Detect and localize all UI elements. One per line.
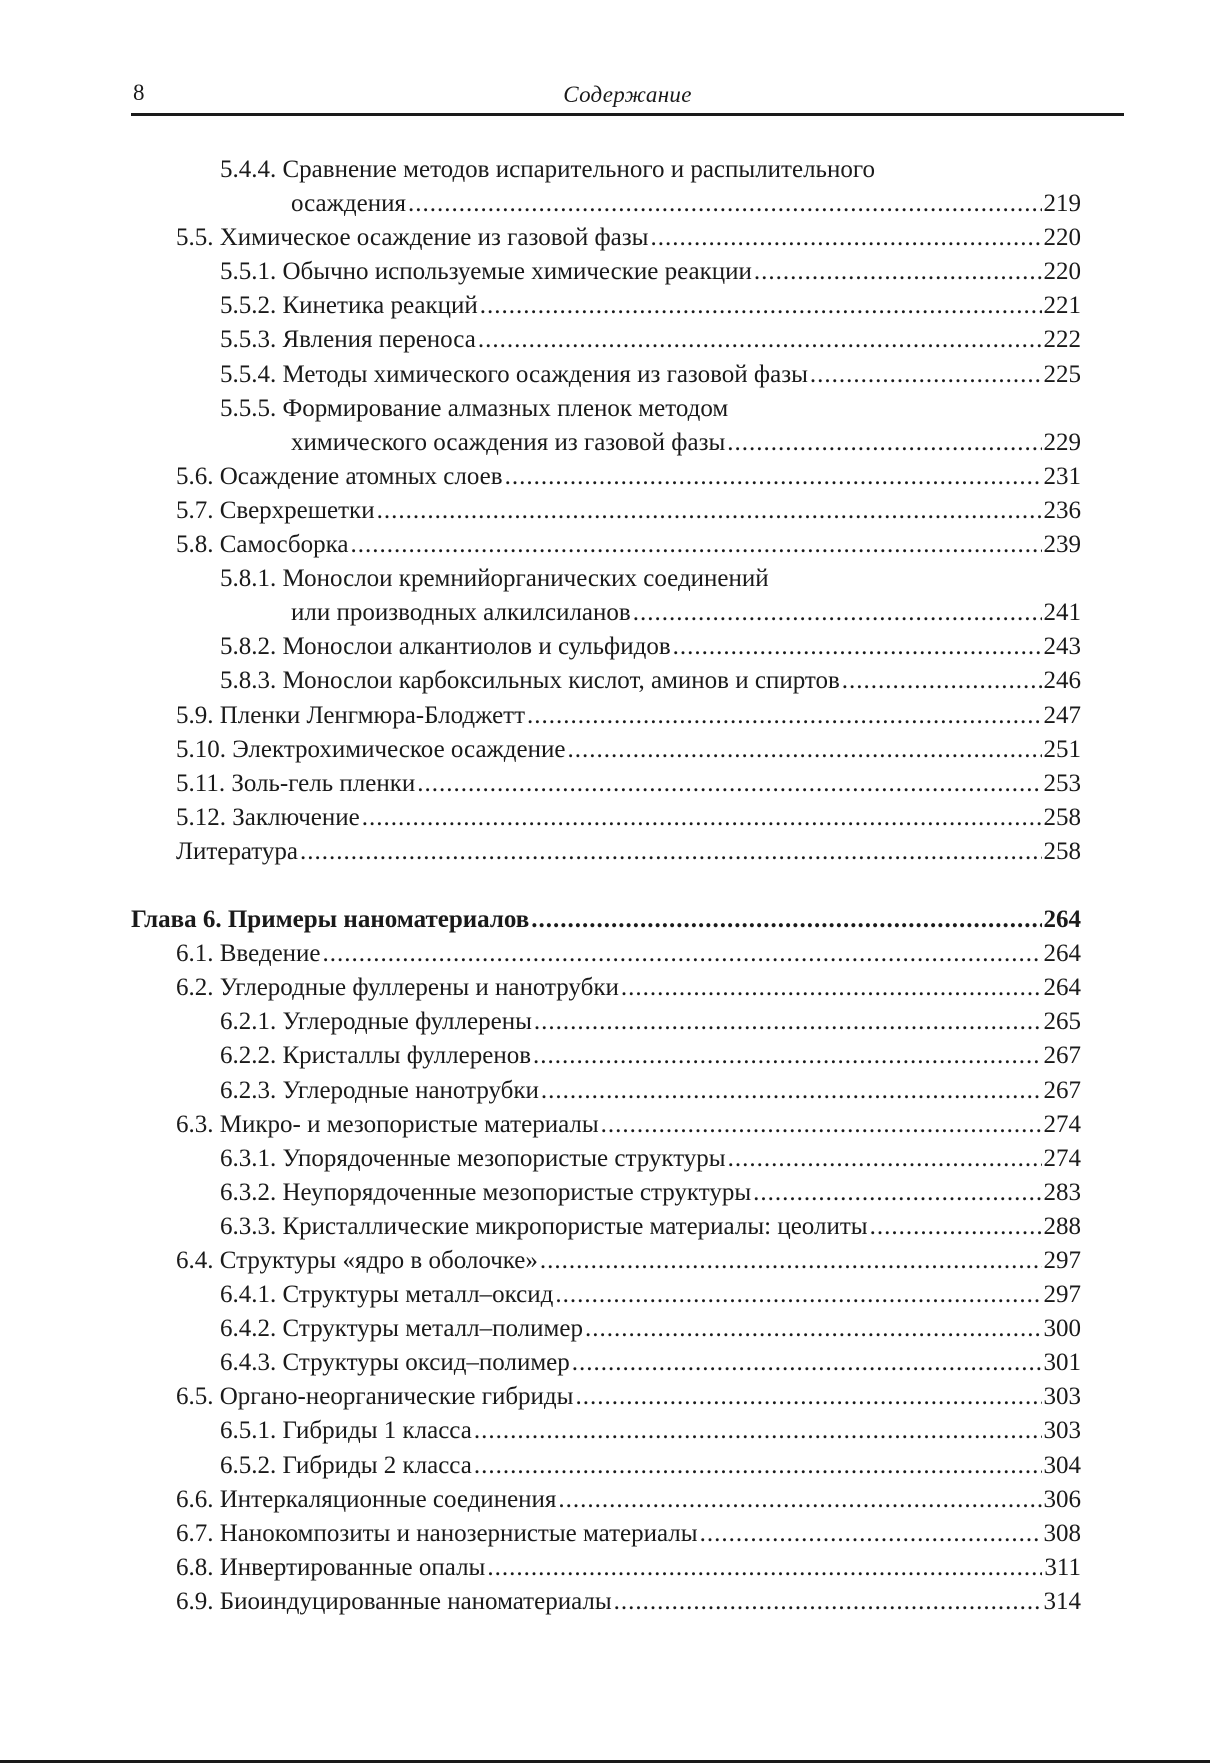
toc-entry-title: 6.4.2. Структуры металл–полимер: [220, 1315, 583, 1343]
toc-entry-page: 247: [1043, 701, 1081, 729]
toc-leader-dots: [531, 903, 1041, 937]
toc-entry: [131, 562, 1081, 596]
toc-entry: [131, 1005, 1081, 1039]
header-rule: [131, 113, 1124, 116]
toc-leader-dots: [350, 528, 1041, 562]
toc-chapter-entry: [131, 903, 1081, 937]
toc-entry: [131, 1551, 1081, 1585]
toc-entry-page: 229: [1043, 428, 1081, 456]
toc-entry: [131, 1108, 1081, 1142]
toc-leader-dots: [555, 1278, 1041, 1312]
toc-entry-title: 6.3. Микро- и мезопористые материалы: [176, 1110, 599, 1138]
toc-entry-title: 6.4. Структуры «ядро в оболочке»: [176, 1247, 538, 1274]
toc-leader-dots: [650, 221, 1041, 255]
toc-entry-title: 5.5.5. Формирование алмазных пленок методом: [220, 394, 729, 422]
toc-entry-page: 297: [1043, 1247, 1081, 1274]
toc-entry-page: 264: [1043, 974, 1081, 1002]
toc-entry-title: 5.5.4. Методы химического осаждения из газовой фазы: [220, 360, 808, 388]
toc-entry-title: 5.8.1. Монослои кремнийорганических соединений: [220, 565, 769, 593]
toc-entry-page: 239: [1043, 531, 1081, 559]
toc-entry-title: 5.5.2. Кинетика реакций: [220, 292, 478, 320]
toc-leader-dots: [362, 801, 1042, 835]
toc-entry: [131, 699, 1081, 733]
toc-entry: [131, 187, 1081, 221]
toc-leader-dots: [810, 358, 1042, 392]
toc-entry: [131, 289, 1081, 323]
toc-leader-dots: [842, 664, 1042, 698]
toc-entry-page: 253: [1043, 769, 1081, 797]
toc-leader-dots: [633, 596, 1042, 630]
toc-leader-dots: [540, 1244, 1042, 1278]
toc-entry: [131, 1278, 1081, 1312]
toc-entry-page: 274: [1043, 1144, 1081, 1172]
toc-entry-title: 5.6. Осаждение атомных слоев: [176, 462, 503, 490]
toc-entry-page: 303: [1043, 1417, 1081, 1445]
toc-leader-dots: [478, 323, 1042, 357]
toc-leader-dots: [533, 1039, 1042, 1073]
toc-entry: [131, 221, 1081, 255]
toc-entry-title: или производных алкилсиланов: [291, 599, 631, 627]
toc-leader-dots: [614, 1585, 1042, 1619]
toc-entry: [131, 1244, 1081, 1278]
toc-entry: [131, 323, 1081, 357]
toc-entry-page: 300: [1043, 1315, 1081, 1343]
toc-entry: [131, 971, 1081, 1005]
page-header: [131, 78, 1124, 116]
toc-entry: [131, 596, 1081, 630]
toc-entry-page: 311: [1044, 1553, 1081, 1581]
toc-entry-page: 243: [1043, 633, 1081, 661]
toc-leader-dots: [585, 1312, 1042, 1346]
toc-entry: [131, 1346, 1081, 1380]
toc-leader-dots: [408, 187, 1042, 221]
toc-leader-dots: [673, 630, 1042, 664]
toc-entry-page: 306: [1043, 1485, 1081, 1513]
toc-entry-page: 221: [1043, 292, 1081, 320]
toc-entry-title: 6.2.2. Кристаллы фуллеренов: [220, 1042, 531, 1070]
toc-leader-dots: [417, 767, 1041, 801]
toc-entry: [131, 1176, 1081, 1210]
toc-entry-title: 6.2. Углеродные фуллерены и нанотрубки: [176, 974, 619, 1002]
toc-entry-title: 6.9. Биоиндуцированные наноматериалы: [176, 1587, 612, 1615]
toc-entry-page: 222: [1043, 326, 1081, 354]
toc-entry-title: 6.3.3. Кристаллические микропористые материалы: цеолиты: [220, 1212, 868, 1240]
toc-leader-dots: [534, 1005, 1042, 1039]
toc-entry-page: 225: [1043, 360, 1081, 388]
toc-leader-dots: [474, 1449, 1042, 1483]
toc-entry-page: 308: [1043, 1519, 1081, 1547]
toc-entry-page: 220: [1043, 224, 1081, 252]
toc-entry: [131, 1483, 1081, 1517]
toc-leader-dots: [505, 460, 1042, 494]
toc-entry-title: 6.3.1. Упорядоченные мезопористые структуры: [220, 1144, 726, 1172]
toc-entry-title: 5.8.2. Монослои алкантиолов и сульфидов: [220, 633, 671, 661]
toc-entry: [131, 630, 1081, 664]
toc-entry-page: 258: [1043, 803, 1081, 831]
toc-leader-dots: [541, 1074, 1042, 1108]
toc-entry: [131, 1312, 1081, 1346]
toc-entry: [131, 937, 1081, 971]
toc-entry: [131, 1414, 1081, 1448]
toc-entry-page: 246: [1043, 667, 1081, 695]
toc-entry-title: 6.7. Нанокомпозиты и нанозернистые материалы: [176, 1519, 698, 1547]
toc-spacer: [131, 869, 1081, 903]
toc-entry-title: 6.1. Введение: [176, 940, 321, 968]
toc-entry: [131, 392, 1081, 426]
toc-entry-title: 6.2.1. Углеродные фуллерены: [220, 1008, 532, 1036]
toc-entry: [131, 1039, 1081, 1073]
toc-entry-title: химического осаждения из газовой фазы: [291, 428, 726, 456]
toc-entry-page: 301: [1043, 1349, 1081, 1377]
toc-entry: [131, 358, 1081, 392]
toc-entry-page: 303: [1043, 1383, 1081, 1411]
toc-entry-page: 267: [1043, 1042, 1081, 1070]
toc-leader-dots: [621, 971, 1042, 1005]
toc-entry-page: 264: [1043, 906, 1081, 934]
toc-leader-dots: [300, 835, 1042, 869]
toc-entry-title: 5.5. Химическое осаждение из газовой фазы: [176, 224, 649, 252]
toc-entry-title: 6.5.1. Гибриды 1 класса: [220, 1417, 472, 1445]
toc-entry-page: 220: [1043, 258, 1081, 286]
toc-entry-title: 6.5. Органо-неорганические гибриды: [176, 1383, 574, 1411]
toc-entry-title: 5.4.4. Сравнение методов испарительного и распылительного: [220, 156, 875, 183]
toc-entry: [131, 460, 1081, 494]
toc-entry: [131, 1449, 1081, 1483]
toc-leader-dots: [377, 494, 1042, 528]
toc-leader-dots: [870, 1210, 1042, 1244]
toc-leader-dots: [558, 1483, 1041, 1517]
toc-leader-dots: [480, 289, 1042, 323]
toc-leader-dots: [727, 426, 1041, 460]
toc-entry: [131, 733, 1081, 767]
toc-leader-dots: [601, 1108, 1042, 1142]
toc-entry-title: 5.8.3. Монослои карбоксильных кислот, аминов и спиртов: [220, 667, 840, 695]
toc-entry-title: Глава 6. Примеры наноматериалов: [131, 906, 530, 934]
toc-entry-page: 264: [1043, 940, 1081, 968]
toc-entry-page: 219: [1043, 190, 1081, 218]
toc-entry-title: 6.2.3. Углеродные нанотрубки: [220, 1076, 539, 1104]
running-title: Содержание: [563, 82, 692, 107]
toc-entry-page: 274: [1043, 1110, 1081, 1138]
toc-entry-page: 288: [1043, 1212, 1081, 1240]
toc-entry-title: 5.12. Заключение: [176, 803, 360, 831]
toc-leader-dots: [754, 255, 1042, 289]
toc-leader-dots: [572, 1346, 1042, 1380]
toc-entry-title: 5.7. Сверхрешетки: [176, 496, 375, 524]
toc-entry-title: 5.11. Золь-гель пленки: [176, 769, 416, 797]
toc-entry-title: 6.4.1. Структуры металл–оксид: [220, 1281, 554, 1309]
toc-leader-dots: [575, 1380, 1041, 1414]
toc-entry-page: 258: [1043, 837, 1081, 865]
toc-entry-title: 5.8. Самосборка: [176, 531, 349, 559]
toc-entry: [131, 1074, 1081, 1108]
toc-leader-dots: [728, 1142, 1042, 1176]
toc-entry: [131, 153, 1081, 187]
toc-entry-page: 267: [1043, 1076, 1081, 1104]
toc-leader-dots: [323, 937, 1042, 971]
toc-entry: [131, 426, 1081, 460]
toc-entry: [131, 1585, 1081, 1619]
toc-leader-dots: [474, 1414, 1042, 1448]
toc-entry-title: 5.10. Электрохимическое осаждение: [176, 735, 566, 763]
toc-entry-page: 241: [1043, 599, 1081, 627]
toc-entry: [131, 664, 1081, 698]
toc-leader-dots: [527, 699, 1041, 733]
toc-entry-title: 6.5.2. Гибриды 2 класса: [220, 1451, 472, 1479]
toc-entry-page: 297: [1043, 1281, 1081, 1309]
toc-entry: [131, 494, 1081, 528]
toc-entry-title: 5.5.3. Явления переноса: [220, 326, 476, 354]
toc-entry: [131, 767, 1081, 801]
toc-entry: [131, 1210, 1081, 1244]
toc-entry-page: 265: [1043, 1008, 1081, 1036]
toc-entry-page: 251: [1043, 735, 1081, 763]
toc-leader-dots: [700, 1517, 1042, 1551]
toc-leader-dots: [753, 1176, 1041, 1210]
toc-entry: [131, 1142, 1081, 1176]
toc-leader-dots: [487, 1551, 1042, 1585]
toc-entry: [131, 1380, 1081, 1414]
toc-entry-page: 304: [1043, 1451, 1081, 1479]
toc-leader-dots: [567, 733, 1041, 767]
toc-entry-title: 6.6. Интеркаляционные соединения: [176, 1485, 557, 1513]
toc-entry-title: 6.4.3. Структуры оксид–полимер: [220, 1349, 570, 1377]
toc-entry-title: 5.9. Пленки Ленгмюра-Блоджетт: [176, 701, 526, 729]
toc-entry-title: осаждения: [291, 190, 406, 218]
toc-entry-title: Литература: [176, 837, 298, 865]
toc-entry: [131, 255, 1081, 289]
toc-entry: [131, 1517, 1081, 1551]
toc-entry-page: 314: [1043, 1587, 1081, 1615]
toc-entry: [131, 835, 1081, 869]
page-number: 8: [133, 80, 145, 105]
toc-entry-page: 283: [1043, 1178, 1081, 1206]
toc-entry: [131, 801, 1081, 835]
toc-entry: [131, 528, 1081, 562]
toc-entry-page: 236: [1043, 496, 1081, 524]
toc-entry-title: 6.3.2. Неупорядоченные мезопористые структуры: [220, 1178, 752, 1206]
toc-entry-title: 5.5.1. Обычно используемые химические реакции: [220, 258, 752, 286]
toc-entry-title: 6.8. Инвертированные опалы: [176, 1553, 486, 1581]
toc-entry-page: 231: [1043, 462, 1081, 490]
table-of-contents: [131, 153, 1081, 1619]
